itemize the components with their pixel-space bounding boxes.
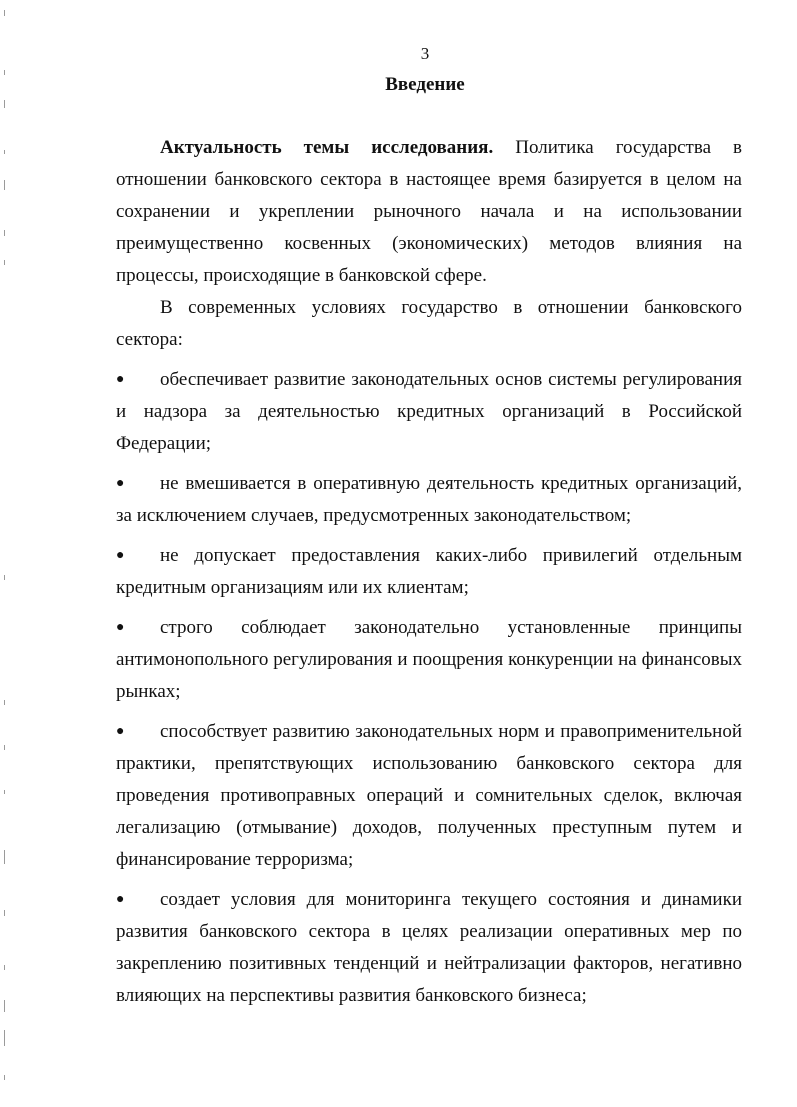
scan-speck [4,10,5,16]
document-body [116,132,742,1012]
bullet-text: обеспечивает развитие законодательных основ системы регулирования и надзора за деятельностью кредитных организаций в Российской Федерации; [116,369,742,454]
bullet-item [116,708,742,876]
bullet-icon: ● [116,724,125,739]
section-heading: Введение [385,74,465,95]
scan-speck [4,150,5,154]
scan-speck [4,575,5,580]
scan-speck [4,745,5,750]
bullet-text: не вмешивается в оперативную деятельность кредитных организаций, за исключением случаев, предусмотренных законодательством; [116,473,742,526]
scan-speck [4,100,5,108]
scan-speck [4,1000,5,1012]
page-number: 3 [420,44,430,63]
bullet-icon: ● [116,548,125,563]
scan-speck [4,1075,5,1080]
bullet-text: не допускает предоставления каких-либо привилегий отдельным кредитным организациям или их клиентам; [116,545,742,598]
scan-speck [4,260,5,265]
bullet-item [116,876,742,1012]
scan-speck [4,850,5,864]
scan-speck [4,965,5,970]
bullet-text: строго соблюдает законодательно установленные принципы антимонопольного регулирования и поощрения конкуренции на финансовых рынках; [116,617,742,702]
bullet-icon: ● [116,892,125,907]
second-paragraph: В современных условиях государство в отношении банковского сектора: [116,297,742,350]
scan-speck [4,180,5,190]
bullet-item [116,604,742,708]
scan-speck [4,230,5,236]
intro-lead: Актуальность темы исследования. [160,137,494,158]
scan-speck [4,790,5,794]
intro-paragraph [116,132,742,292]
bullet-item [116,356,742,460]
scan-speck [4,700,5,705]
bullet-icon: ● [116,620,125,635]
scan-margin-artifacts [4,0,10,1107]
intro-text: Политика государства в отношении банковского сектора в настоящее время базируется в целом на сохранении и укреплении рыночного начала и на использовании преимущественно косвенных (экономических) методов влияния на процессы, происходящие в банковской сфере. [116,137,743,286]
bullet-text: создает условия для мониторинга текущего состояния и динамики развития банковского сектора в целях реализации оперативных мер по закреплению позитивных тенденций и нейтрализации факторов, негативно влияющих на перспективы развития банковского бизнеса; [116,889,742,1006]
scan-speck [4,1030,5,1046]
scan-speck [4,910,5,916]
bullet-icon: ● [116,476,125,491]
bullet-item [116,532,742,604]
bullet-icon: ● [116,372,125,387]
bullet-item [116,460,742,532]
bullet-text: способствует развитию законодательных норм и правоприменительной практики, препятствующих использованию банковского сектора для проведения противоправных операций и сомнительных сделок, включая легализацию (отмывание) доходов, полученных преступным путем и финансирование терроризма; [116,721,742,870]
